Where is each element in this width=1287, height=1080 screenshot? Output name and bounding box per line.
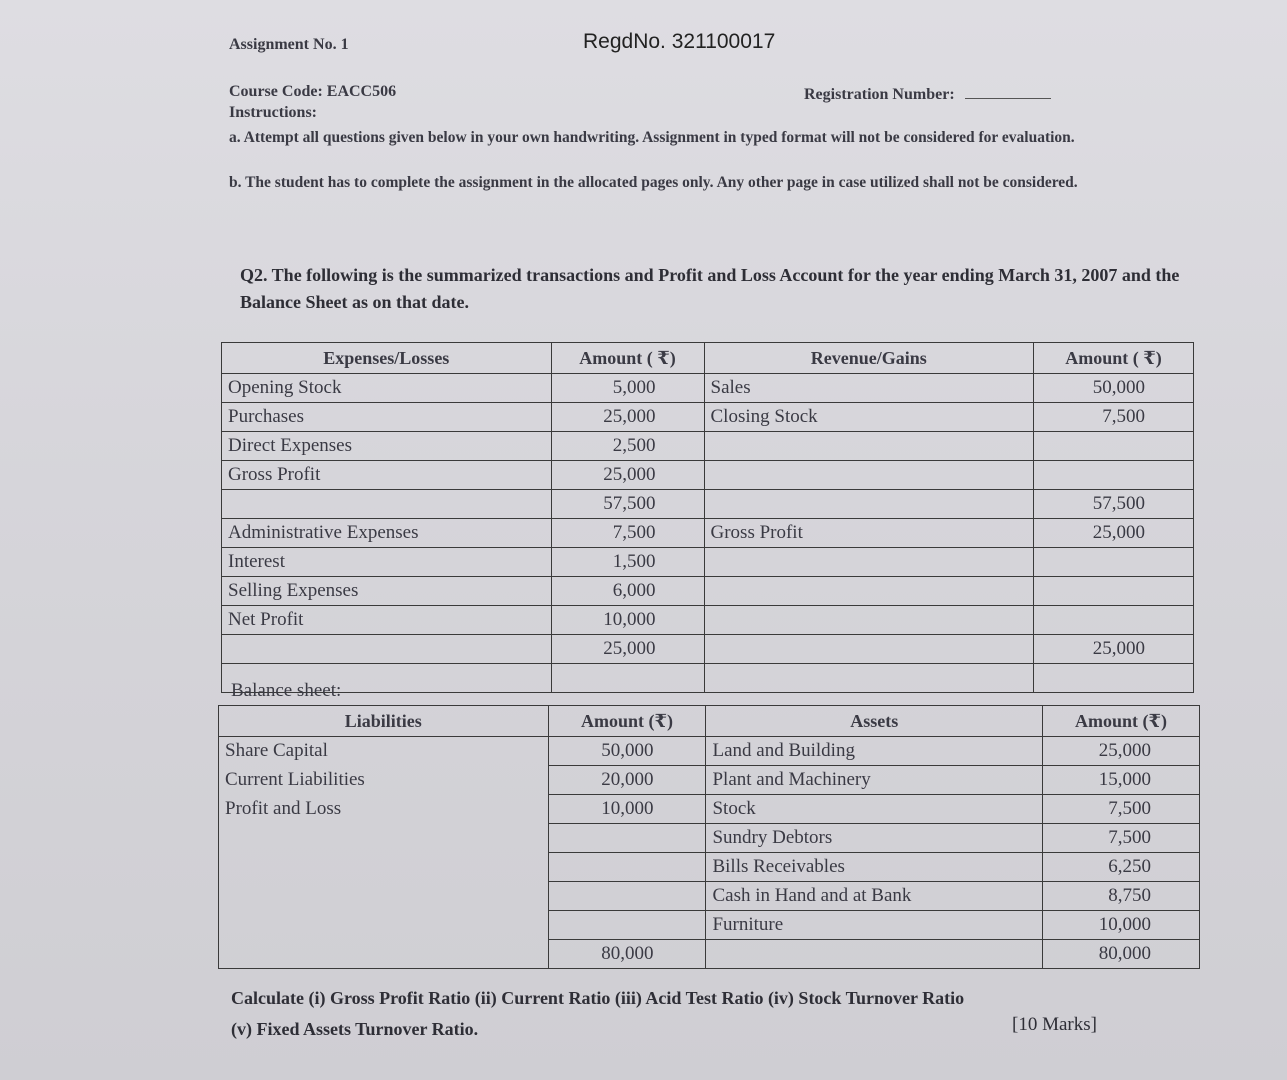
balance-sheet-table: [218, 705, 1200, 969]
table-header-row: [222, 343, 1194, 374]
table-row: Profit and Loss 10,000 Stock 7,500: [219, 795, 1200, 824]
table-row: [222, 664, 1194, 693]
table-row: Current Liabilities 20,000 Plant and Machinery 15,000: [219, 766, 1200, 795]
table-row: Gross Profit 25,000: [222, 461, 1194, 490]
instruction-b: b. The student has to complete the assignment in the allocated pages only. Any other page in case utilized shall not be considered.: [229, 174, 1078, 191]
column-header: Assets: [706, 706, 1043, 737]
table-row: Interest 1,500: [222, 548, 1194, 577]
table-row: Share Capital 50,000 Land and Building 25,000: [219, 737, 1200, 766]
table-row: Cash in Hand and at Bank 8,750: [219, 882, 1200, 911]
table-row: Opening Stock 5,000 Sales 50,000: [222, 374, 1194, 403]
column-header: Expenses/Losses: [222, 343, 552, 374]
table-row: Furniture 10,000: [219, 911, 1200, 940]
instruction-a: a. Attempt all questions given below in your own handwriting. Assignment in typed format will not be considered for evaluation.: [229, 129, 1075, 146]
assignment-number: Assignment No. 1: [229, 36, 349, 53]
regd-number: RegdNo. 321100017: [583, 30, 776, 53]
table-row: 57,500 57,500: [222, 490, 1194, 519]
table-row: 25,000 25,000: [222, 635, 1194, 664]
marks-label: [10 Marks]: [1012, 1014, 1097, 1035]
column-header: Amount ( ₹): [1034, 343, 1194, 374]
table-row: 80,000 80,000: [219, 940, 1200, 969]
table-header-row: [219, 706, 1200, 737]
balance-sheet-label: Balance sheet:: [231, 680, 342, 701]
table-row: Direct Expenses 2,500: [222, 432, 1194, 461]
table-row: Bills Receivables 6,250: [219, 853, 1200, 882]
table-row: Purchases 25,000 Closing Stock 7,500: [222, 403, 1194, 432]
calculate-instruction-line2: (v) Fixed Assets Turnover Ratio.: [231, 1019, 479, 1039]
table-row: Sundry Debtors 7,500: [219, 824, 1200, 853]
registration-number-label: Registration Number:: [804, 86, 1051, 104]
calculate-instruction-line1: Calculate (i) Gross Profit Ratio (ii) Current Ratio (iii) Acid Test Ratio (iv) Stock Turnover Ratio: [231, 988, 965, 1008]
column-header: Amount (₹): [1043, 706, 1200, 737]
column-header: Amount ( ₹): [551, 343, 704, 374]
column-header: Amount (₹): [548, 706, 706, 737]
column-header: Liabilities: [219, 706, 549, 737]
question-text: Q2. The following is the summarized transactions and Profit and Loss Account for the year ending March 31, 2007 and the Balance Sheet as on that date.: [240, 265, 1180, 312]
table-row: Administrative Expenses 7,500 Gross Profit 25,000: [222, 519, 1194, 548]
column-header: Revenue/Gains: [704, 343, 1034, 374]
table-row: Selling Expenses 6,000: [222, 577, 1194, 606]
profit-loss-table: [221, 342, 1194, 693]
instructions-heading: Instructions:: [229, 104, 318, 121]
course-code: Course Code: EACC506: [229, 83, 397, 100]
table-row: Net Profit 10,000: [222, 606, 1194, 635]
